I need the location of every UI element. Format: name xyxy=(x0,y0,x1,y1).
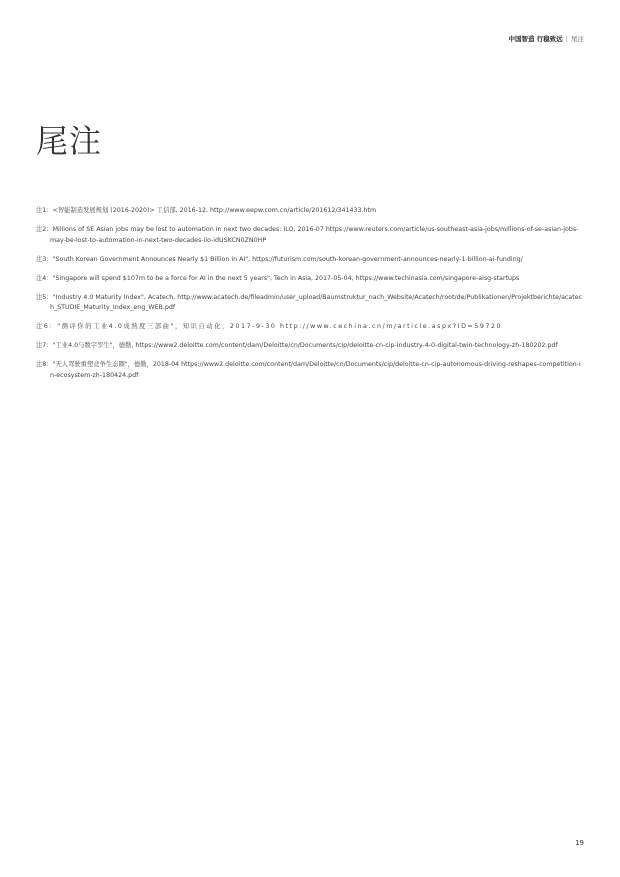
header-separator: | xyxy=(565,35,568,43)
header-brand: 中国智造 行稳致远 xyxy=(508,35,563,43)
endnote-6: 注6："测评你的工业4.0成熟度三部曲"，知识自动化，2017-9-30 http://www.cechina.cn/m/article.aspx?ID=59720 xyxy=(36,323,503,330)
endnote-1: 注1：<智能制造发展规划 (2016-2020)> 工信部, 2016-12, http://www.eepw.com.cn/article/201612/341433.htm xyxy=(36,207,377,214)
page-number: 19 xyxy=(575,839,584,847)
endnote-3: 注3："South Korean Government Announces Nearly $1 Billion in AI", https://futurism.com/south-korean-government-announces-nearly-1-billion-ai-funding/ xyxy=(36,255,523,263)
endnote-4: 注4："Singapore will spend $107m to be a force for AI in the next 5 years", Tech in Asia, 2017-05-04, https://www.techinasia.com/singapore-aisg-startups xyxy=(36,274,520,282)
running-header xyxy=(509,34,584,43)
page-title: 尾注 xyxy=(36,122,103,161)
endnote-2: 注2：Millions of SE Asian jobs may be lost to automation in next two decades: ILO, 2016-07 https://www.reuters.com/article/us-southeast-asia-jobs/millions-of-se-asian-jobs-may-be-lost-to-automation-in-next-two-decades-ilo-idUSKCN0ZN0HP xyxy=(36,226,579,244)
header-section: 尾注 xyxy=(571,35,584,43)
endnote-5: 注5："Industry 4.0 Maturity Index", Acatech, http://www.acatech.de/fileadmin/user_upload/Baumstruktur_nach_Website/Acatech/root/de/Publikationen/Projektberichte/acatech_STUDIE_Maturity_Index_eng_WEB.pdf xyxy=(36,293,583,311)
endnotes-list xyxy=(36,206,584,390)
endnote-7: 注7："工业4.0与数字孪生"，德勤, https://www2.deloitte.com/content/dam/Deloitte/cn/Documents/cip/deloitte-cn-cip-industry-4-0-digital-twin-technology-zh-180202.pdf xyxy=(36,342,558,349)
endnote-8: 注8："无人驾驶重塑竞争生态圈"，德勤，2018-04 https://www2.deloitte.com/content/dam/Deloitte/cn/Documents/cip/deloitte-cn-cip-autonomous-driving-reshapes-competition-in-ecosystem-zh-180424.pdf xyxy=(36,361,581,379)
